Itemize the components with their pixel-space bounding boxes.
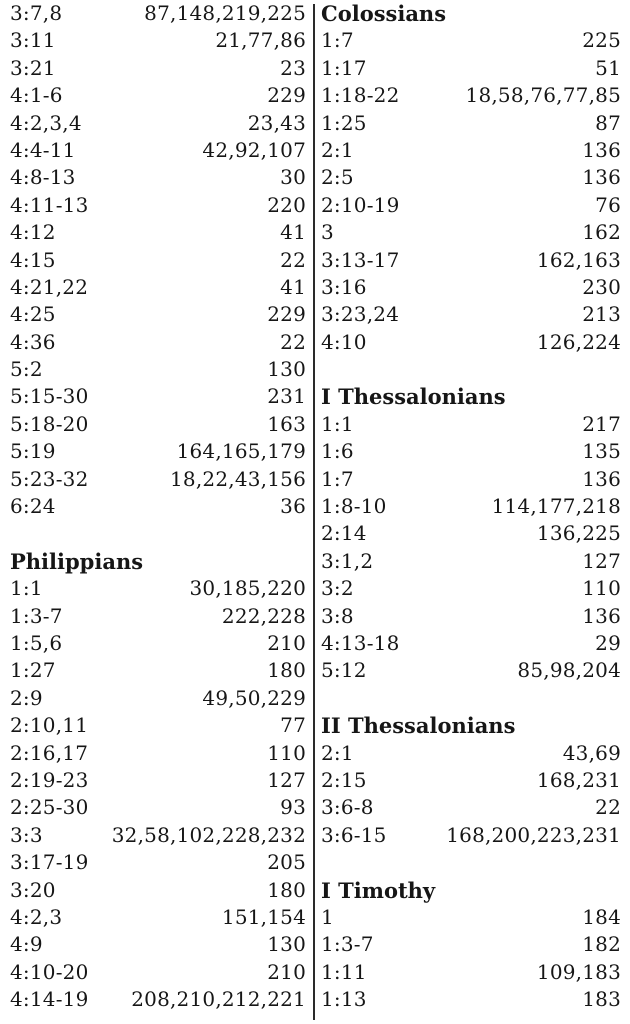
2-thessalonians-entries xyxy=(321,740,621,850)
verse-reference: 4:9 xyxy=(10,932,43,957)
index-entry xyxy=(321,55,621,82)
page-numbers: 22 xyxy=(280,247,306,272)
page-numbers: 22 xyxy=(595,795,621,820)
index-entry xyxy=(10,959,306,986)
index-entry xyxy=(10,55,306,82)
index-entry xyxy=(10,110,306,137)
page-numbers: 87,148,219,225 xyxy=(144,1,306,25)
book-heading-1-thessalonians: I Thessalonians xyxy=(321,384,506,410)
page-numbers: 180 xyxy=(267,658,306,683)
index-entry xyxy=(321,822,621,849)
verse-reference: 2:1 xyxy=(321,137,354,162)
index-entry xyxy=(10,383,306,410)
page-numbers: 32,58,102,228,232 xyxy=(111,822,306,847)
verse-reference: 5:19 xyxy=(10,439,56,464)
page-numbers: 162 xyxy=(582,220,621,245)
page-numbers: 30,185,220 xyxy=(189,576,306,601)
verse-reference: 1:1 xyxy=(10,576,43,601)
page-numbers: 109,183 xyxy=(536,959,621,984)
index-entry xyxy=(10,877,306,904)
page-numbers: 127 xyxy=(582,548,621,573)
page-numbers: 168,231 xyxy=(536,767,621,792)
index-entry xyxy=(321,630,621,657)
verse-reference: 5:18-20 xyxy=(10,411,89,436)
index-entry xyxy=(10,712,306,739)
index-entry xyxy=(10,904,306,931)
verse-reference: 5:23-32 xyxy=(10,466,89,491)
verse-reference: 3:6-8 xyxy=(321,795,374,820)
verse-reference: 2:9 xyxy=(10,685,43,710)
index-entry xyxy=(10,329,306,356)
section-gap xyxy=(10,520,306,547)
page-numbers: 213 xyxy=(582,302,621,327)
index-entry xyxy=(321,493,621,520)
verse-reference: 2:1 xyxy=(321,740,354,765)
page-numbers: 217 xyxy=(582,411,621,436)
index-entry xyxy=(10,575,306,602)
1-timothy-entries xyxy=(321,904,621,1014)
index-entry xyxy=(321,82,621,109)
index-entry xyxy=(321,986,621,1013)
index-entry xyxy=(10,493,306,520)
verse-reference: 1:25 xyxy=(321,110,367,135)
page-numbers: 136 xyxy=(582,165,621,190)
page-numbers: 42,92,107 xyxy=(202,137,306,162)
page-numbers: 136 xyxy=(582,466,621,491)
section-gap xyxy=(321,849,621,876)
page-numbers: 93 xyxy=(280,795,306,820)
page-numbers: 76 xyxy=(595,192,621,217)
verse-reference: 1:7 xyxy=(321,466,354,491)
verse-reference: 3:20 xyxy=(10,877,56,902)
index-entry xyxy=(10,466,306,493)
index-entry xyxy=(321,329,621,356)
verse-reference: 2:10-19 xyxy=(321,192,400,217)
page-numbers: 21,77,86 xyxy=(215,28,306,53)
page-numbers: 135 xyxy=(582,439,621,464)
index-entry xyxy=(321,767,621,794)
index-entry xyxy=(10,822,306,849)
index-entry xyxy=(10,794,306,821)
index-entry xyxy=(321,274,621,301)
verse-reference: 1:8-10 xyxy=(321,494,387,519)
page-numbers: 41 xyxy=(280,274,306,299)
left-column xyxy=(10,0,306,1013)
verse-reference: 1:7 xyxy=(321,28,354,53)
index-entry xyxy=(321,110,621,137)
index-entry xyxy=(321,247,621,274)
index-entry xyxy=(321,164,621,191)
page-numbers: 29 xyxy=(595,630,621,655)
index-entry xyxy=(321,603,621,630)
page-numbers: 77 xyxy=(280,713,306,738)
verse-reference: 3:16 xyxy=(321,274,367,299)
page-numbers: 51 xyxy=(595,55,621,80)
index-entry xyxy=(10,164,306,191)
page-numbers: 126,224 xyxy=(536,329,621,354)
verse-reference: 4:1-6 xyxy=(10,83,63,108)
page-numbers: 164,165,179 xyxy=(176,439,306,464)
page-numbers: 136 xyxy=(582,137,621,162)
index-entry xyxy=(10,356,306,383)
verse-reference: 4:21,22 xyxy=(10,274,89,299)
index-entry xyxy=(10,986,306,1013)
page-numbers: 180 xyxy=(267,877,306,902)
verse-reference: 4:13-18 xyxy=(321,630,400,655)
verse-reference: 3:7,8 xyxy=(10,1,63,25)
right-column xyxy=(321,0,621,1013)
verse-reference: 6:24 xyxy=(10,494,56,519)
index-entry xyxy=(321,904,621,931)
verse-reference: 3:8 xyxy=(321,603,354,628)
verse-reference: 3:1,2 xyxy=(321,548,374,573)
section-gap xyxy=(321,685,621,712)
verse-reference: 4:11-13 xyxy=(10,192,89,217)
verse-reference: 1:6 xyxy=(321,439,354,464)
page-numbers: 114,177,218 xyxy=(491,494,621,519)
index-entry xyxy=(10,657,306,684)
page-numbers: 229 xyxy=(267,302,306,327)
index-entry xyxy=(10,0,306,27)
colossians-entries xyxy=(321,27,621,356)
index-entry xyxy=(10,301,306,328)
page-numbers: 208,210,212,221 xyxy=(131,987,306,1012)
verse-reference: 4:2,3,4 xyxy=(10,110,82,135)
index-entry xyxy=(10,411,306,438)
verse-reference: 1:5,6 xyxy=(10,630,63,655)
index-entry xyxy=(10,931,306,958)
index-entry xyxy=(10,630,306,657)
page-numbers: 222,228 xyxy=(221,603,306,628)
verse-reference: 1:13 xyxy=(321,987,367,1012)
book-heading-colossians: Colossians xyxy=(321,1,447,26)
page-numbers: 220 xyxy=(267,192,306,217)
page-numbers: 210 xyxy=(267,959,306,984)
page-numbers: 230 xyxy=(582,274,621,299)
verse-reference: 3 xyxy=(321,220,334,245)
verse-reference: 2:15 xyxy=(321,767,367,792)
page-numbers: 210 xyxy=(267,630,306,655)
index-entry xyxy=(10,274,306,301)
index-entry xyxy=(10,82,306,109)
index-entry xyxy=(10,247,306,274)
page-numbers: 162,163 xyxy=(536,247,621,272)
philippians-entries xyxy=(10,575,306,1013)
verse-reference: 1:3-7 xyxy=(321,932,374,957)
page-numbers: 168,200,223,231 xyxy=(446,822,621,847)
verse-reference: 4:10 xyxy=(321,329,367,354)
verse-reference: 1:11 xyxy=(321,959,367,984)
ephesians-entries xyxy=(10,0,306,520)
page-numbers: 225 xyxy=(582,28,621,53)
page-numbers: 151,154 xyxy=(221,904,306,929)
page-numbers: 87 xyxy=(595,110,621,135)
verse-reference: 4:8-13 xyxy=(10,165,76,190)
verse-reference: 4:36 xyxy=(10,329,56,354)
verse-reference: 2:14 xyxy=(321,521,367,546)
page-numbers: 130 xyxy=(267,932,306,957)
index-entry xyxy=(321,466,621,493)
index-entry xyxy=(10,192,306,219)
verse-reference: 1:1 xyxy=(321,411,354,436)
verse-reference: 1:17 xyxy=(321,55,367,80)
verse-reference: 1 xyxy=(321,904,334,929)
index-entry xyxy=(321,959,621,986)
verse-reference: 2:5 xyxy=(321,165,354,190)
verse-reference: 4:2,3 xyxy=(10,904,63,929)
verse-reference: 5:12 xyxy=(321,658,367,683)
index-entry xyxy=(321,794,621,821)
book-heading-1-timothy: I Timothy xyxy=(321,877,436,903)
index-entry xyxy=(10,767,306,794)
index-entry xyxy=(321,520,621,547)
verse-reference: 3:13-17 xyxy=(321,247,400,272)
index-entry xyxy=(10,137,306,164)
page-numbers: 136 xyxy=(582,603,621,628)
index-entry xyxy=(10,438,306,465)
verse-reference: 2:10,11 xyxy=(10,713,89,738)
verse-reference: 5:2 xyxy=(10,357,43,382)
page-numbers: 136,225 xyxy=(536,521,621,546)
verse-reference: 4:4-11 xyxy=(10,137,76,162)
index-entry xyxy=(10,219,306,246)
index-entry xyxy=(321,301,621,328)
page-numbers: 184 xyxy=(582,904,621,929)
page-numbers: 110 xyxy=(267,740,306,765)
page-numbers: 110 xyxy=(582,576,621,601)
verse-reference: 3:21 xyxy=(10,55,56,80)
index-entry xyxy=(321,931,621,958)
page-numbers: 231 xyxy=(267,384,306,409)
index-entry xyxy=(10,849,306,876)
index-entry xyxy=(10,740,306,767)
verse-reference: 3:6-15 xyxy=(321,822,387,847)
verse-reference: 3:23,24 xyxy=(321,302,400,327)
page-numbers: 163 xyxy=(267,411,306,436)
index-entry xyxy=(10,603,306,630)
column-divider xyxy=(313,4,315,1020)
index-entry xyxy=(321,657,621,684)
page-numbers: 18,58,76,77,85 xyxy=(465,83,621,108)
index-entry xyxy=(321,411,621,438)
book-heading-philippians: Philippians xyxy=(10,548,144,574)
verse-reference: 5:15-30 xyxy=(10,384,89,409)
page-numbers: 183 xyxy=(582,987,621,1012)
index-entry xyxy=(321,27,621,54)
verse-reference: 2:19-23 xyxy=(10,767,89,792)
verse-reference: 1:18-22 xyxy=(321,83,400,108)
page-numbers: 18,22,43,156 xyxy=(170,466,306,491)
index-entry xyxy=(321,219,621,246)
page-numbers: 23,43 xyxy=(247,110,306,135)
verse-reference: 4:14-19 xyxy=(10,987,89,1012)
index-entry xyxy=(321,548,621,575)
verse-reference: 2:25-30 xyxy=(10,795,89,820)
book-heading-2-thessalonians: II Thessalonians xyxy=(321,713,516,739)
page-numbers: 182 xyxy=(582,932,621,957)
page-numbers: 85,98,204 xyxy=(517,658,621,683)
page-numbers: 41 xyxy=(280,220,306,245)
page-numbers: 22 xyxy=(280,329,306,354)
page-numbers: 30 xyxy=(280,165,306,190)
verse-reference: 4:12 xyxy=(10,220,56,245)
page-numbers: 49,50,229 xyxy=(202,685,306,710)
verse-reference: 2:16,17 xyxy=(10,740,89,765)
section-gap xyxy=(321,356,621,383)
page-numbers: 205 xyxy=(267,850,306,875)
index-entry xyxy=(321,137,621,164)
page-numbers: 23 xyxy=(280,55,306,80)
1-thessalonians-entries xyxy=(321,411,621,685)
verse-reference: 3:17-19 xyxy=(10,850,89,875)
index-entry xyxy=(10,27,306,54)
verse-reference: 3:11 xyxy=(10,28,56,53)
page-numbers: 127 xyxy=(267,767,306,792)
index-entry xyxy=(321,575,621,602)
verse-reference: 4:15 xyxy=(10,247,56,272)
index-entry xyxy=(321,438,621,465)
verse-reference: 4:10-20 xyxy=(10,959,89,984)
verse-reference: 3:3 xyxy=(10,822,43,847)
verse-reference: 1:3-7 xyxy=(10,603,63,628)
page-numbers: 229 xyxy=(267,83,306,108)
verse-reference: 1:27 xyxy=(10,658,56,683)
index-entry xyxy=(10,685,306,712)
page-numbers: 43,69 xyxy=(562,740,621,765)
verse-reference: 3:2 xyxy=(321,576,354,601)
index-entry xyxy=(321,192,621,219)
index-entry xyxy=(321,740,621,767)
page-numbers: 36 xyxy=(280,494,306,519)
page-numbers: 130 xyxy=(267,357,306,382)
verse-reference: 4:25 xyxy=(10,302,56,327)
